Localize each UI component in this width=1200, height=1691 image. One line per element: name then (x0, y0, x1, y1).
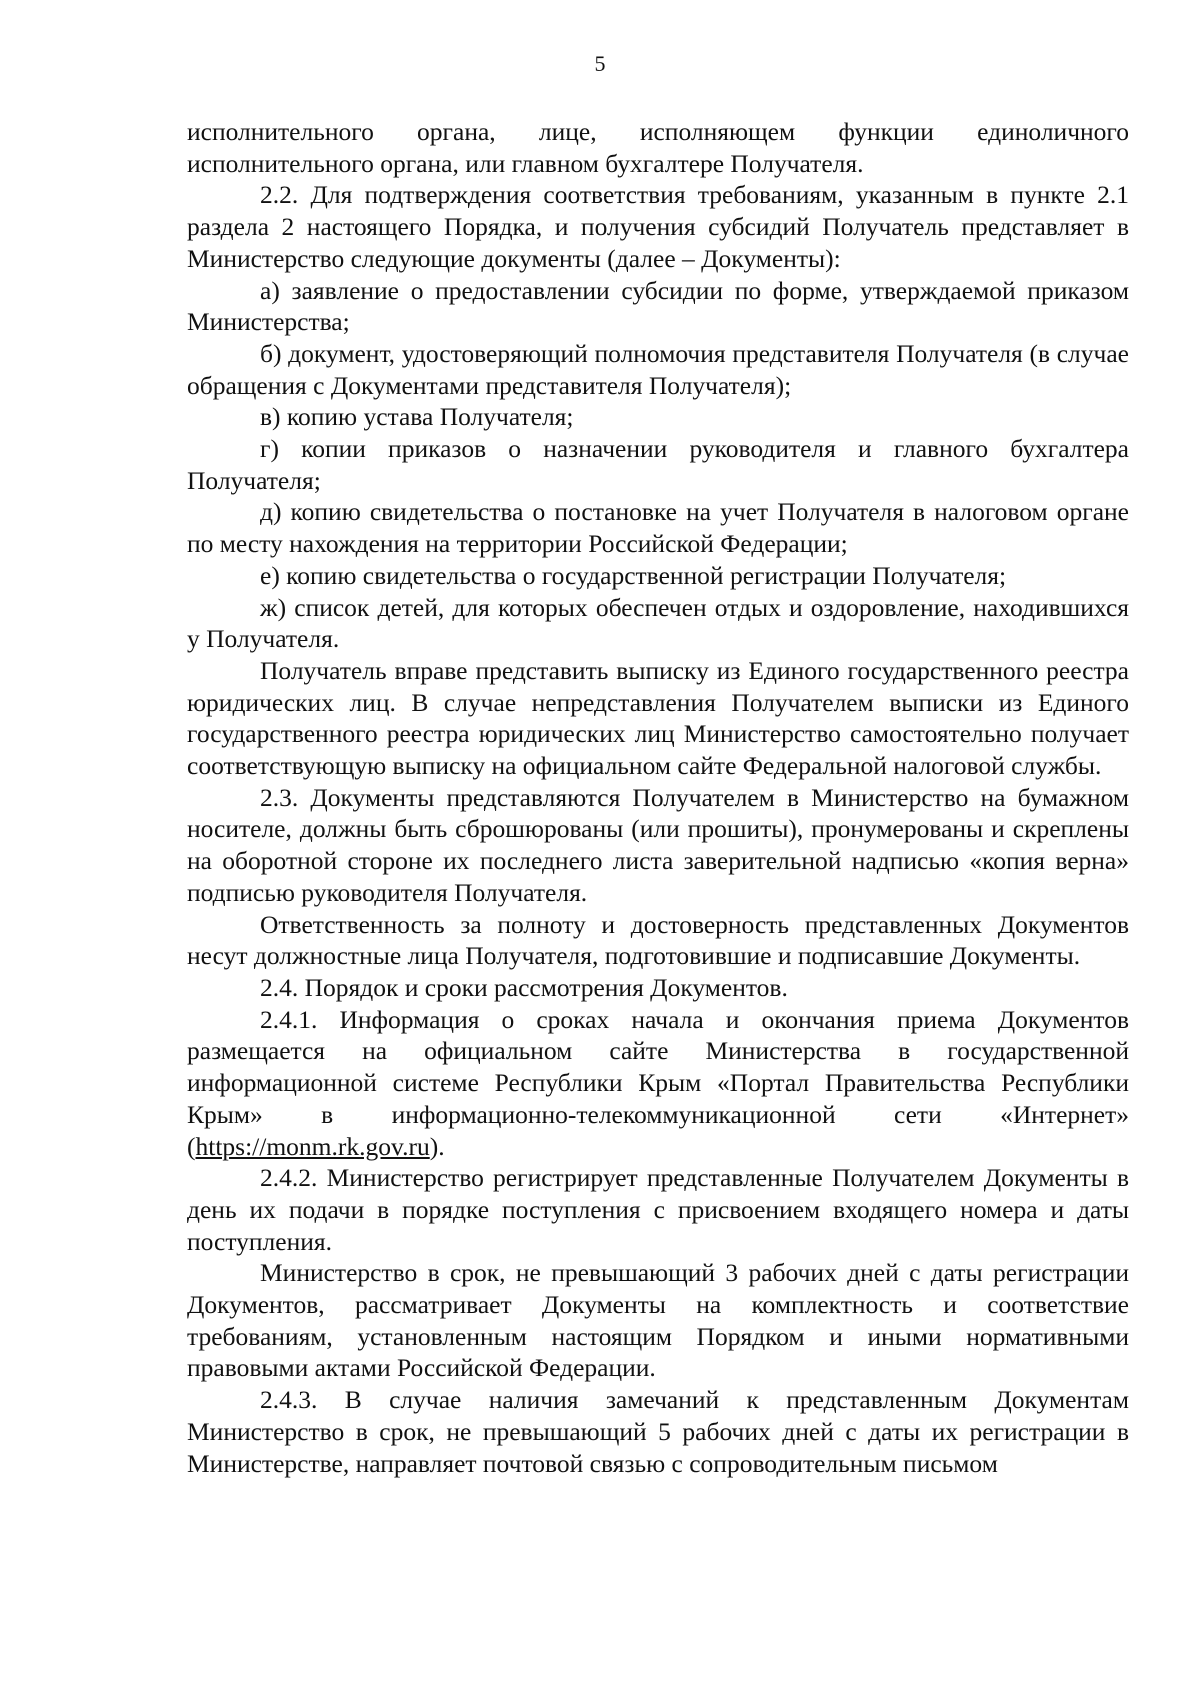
paragraph-2-4-2: 2.4.2. Министерство регистрирует представленные Получателем Документы в день их подачи в порядке поступления с присвоением входящего номера и даты поступления. (187, 1163, 1129, 1256)
paragraph-2-2: 2.2. Для подтверждения соответствия требованиям, указанным в пункте 2.1 раздела 2 настоящего Порядка, и получения субсидий Получатель представляет в Министерство следующие документы (далее – Документы): (187, 180, 1129, 273)
portal-link[interactable]: https://monm.rk.gov.ru (195, 1131, 430, 1161)
list-item-g: г) копии приказов о назначении руководителя и главного бухгалтера Получателя; (187, 434, 1129, 495)
document-body (187, 116, 1129, 1479)
list-item-a: а) заявление о предоставлении субсидии по форме, утверждаемой приказом Министерства; (187, 275, 1129, 337)
list-item-e: е) копию свидетельства о государственной регистрации Получателя; (260, 560, 1007, 590)
paragraph-continuation: исполнительного органа, лице, исполняющем функции единоличного исполнительного органа, или главном бухгалтере Получателя. (187, 117, 1129, 178)
list-item-b: б) документ, удостоверяющий полномочия представителя Получателя (в случае обращения с Документами представителя Получателя); (187, 338, 1129, 400)
paragraph-responsibility: Ответственность за полноту и достоверность представленных Документов несут должностные лица Получателя, подготовившие и подписавшие Документы. (187, 909, 1129, 971)
list-item-d: д) копию свидетельства о постановке на учет Получателя в налоговом органе по месту нахождения на территории Российской Федерации; (187, 497, 1129, 559)
list-item-zh: ж) список детей, для которых обеспечен отдых и оздоровление, находившихся у Получателя. (187, 592, 1129, 654)
paragraph-2-4: 2.4. Порядок и сроки рассмотрения Документов. (260, 972, 788, 1002)
paragraph-2-4-1-tail: ). (429, 1131, 445, 1161)
paragraph-review: Министерство в срок, не превышающий 3 рабочих дней с даты регистрации Документов, рассматривает Документы на комплектность и соответствие требованиям, установленным настоящим Порядком и иными нормативными правовыми актами Российской Федерации. (187, 1258, 1129, 1383)
paragraph-2-4-3: 2.4.3. В случае наличия замечаний к представленным Документам Министерство в срок, не превышающий 5 рабочих дней с даты их регистрации в Министерстве, направляет почтовой связью с сопроводительным письмом (187, 1385, 1129, 1478)
paragraph-egrul: Получатель вправе представить выписку из Единого государственного реестра юридических лиц. В случае непредставления Получателем выписки из Единого государственного реестра юридических лиц Министерство самостоятельно получает соответствующую выписку на официальном сайте Федеральной налоговой службы. (187, 655, 1129, 781)
list-item-v: в) копию устава Получателя; (260, 402, 574, 432)
paragraph-2-4-1-text: 2.4.1. Информация о сроках начала и окончания приема Документов размещается на официальном сайте Министерства в государственной информационной системе Республики Крым «Портал Правительства Республики Крым» в информационно-телекоммуникационной сети «Интернет» ( (187, 1004, 1129, 1161)
paragraph-2-3: 2.3. Документы представляются Получателем в Министерство на бумажном носителе, должны быть сброшюрованы (или прошиты), пронумерованы и скреплены на оборотной стороне их последнего листа заверительной надписью «копия верна» подписью руководителя Получателя. (187, 782, 1129, 907)
paragraph-2-4-1 (187, 1004, 1129, 1163)
page-number: 5 (594, 51, 606, 76)
